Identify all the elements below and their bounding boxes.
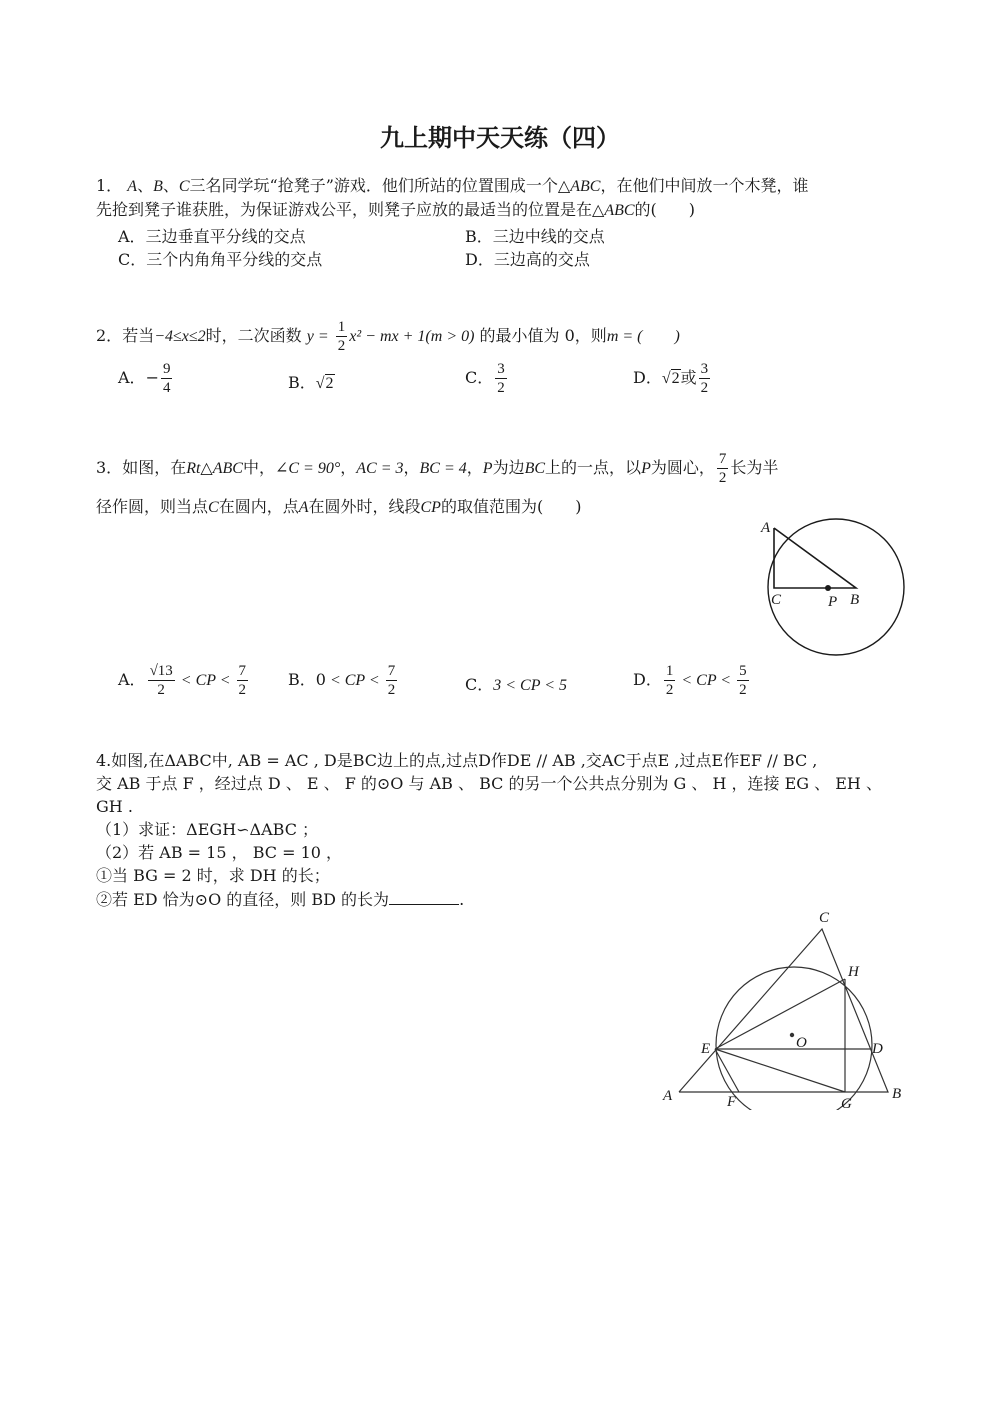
q1-line-1 xyxy=(96,175,808,198)
center-o-dot xyxy=(790,1033,794,1037)
segment-eh xyxy=(715,979,845,1049)
fraction xyxy=(664,662,676,699)
var-p: P xyxy=(482,460,493,477)
numerator: 3 xyxy=(497,361,505,377)
numerator: 5 xyxy=(739,663,747,679)
q2-text: 时，二次函数 xyxy=(205,326,302,345)
q4-sub-2b-text: ②若 ED 恰为⊙O 的直径，则 BD 的长为 xyxy=(96,890,390,909)
fraction xyxy=(386,662,398,699)
numerator: 7 xyxy=(238,663,247,679)
segment-eg xyxy=(715,1049,845,1092)
fraction-half xyxy=(336,318,348,355)
denominator: 2 xyxy=(157,682,165,698)
answer-blank[interactable] xyxy=(389,888,459,905)
label-a: A xyxy=(663,1088,673,1104)
sqrt-icon: √2 xyxy=(315,375,334,392)
q4-sub-2: （2）若 AB = 15 ， BC = 10 ， xyxy=(96,843,343,862)
separator: ， xyxy=(403,458,420,477)
q2-text: 若当 xyxy=(122,326,155,345)
radicand: 2 xyxy=(325,375,334,392)
numerator: 3 xyxy=(700,361,709,377)
option-label: D． xyxy=(633,368,662,387)
option-label: A． xyxy=(118,368,146,387)
inequality: < CP < xyxy=(176,672,235,689)
q1-option-a[interactable] xyxy=(118,224,306,247)
q2-option-d[interactable] xyxy=(633,360,712,397)
q2-expression: x² − mx + 1(m > 0) xyxy=(349,328,475,345)
q3-option-b[interactable] xyxy=(288,662,399,699)
ac-value: AC = 3 xyxy=(356,460,404,477)
var-abc: ABC xyxy=(604,202,635,219)
inequality: < CP < xyxy=(677,672,736,689)
q3-option-c[interactable] xyxy=(465,672,567,695)
var-rt: Rt xyxy=(186,460,201,477)
var-c: C xyxy=(208,499,219,516)
label-e: E xyxy=(701,1041,711,1057)
circle-o xyxy=(716,967,872,1110)
denominator: 2 xyxy=(665,682,674,698)
q3-line-2 xyxy=(96,496,581,519)
label-p: P xyxy=(828,594,838,610)
option-label: D． xyxy=(465,250,494,269)
denominator: 2 xyxy=(700,380,709,396)
separator: ， xyxy=(340,458,357,477)
q4-line-2: 交 AB 于点 F ，经过点 D 、 E 、 F 的⊙O 与 AB 、 BC 的另一个公共点分别为 G 、 H ，连接 EG 、 EH 、 xyxy=(96,774,882,793)
or-text: 或 xyxy=(680,368,697,387)
period: . xyxy=(459,890,465,909)
var-bc: BC xyxy=(524,460,546,477)
option-text: 三边中线的交点 xyxy=(492,227,605,246)
q1-text-tail: ，在他们中间放一个木凳，谁 xyxy=(600,176,809,195)
numerator: 1 xyxy=(337,319,346,335)
label-h: H xyxy=(848,964,859,980)
q1-number: 1． xyxy=(96,176,123,195)
separator: 、 xyxy=(162,176,179,195)
left-bound: 0 xyxy=(315,670,326,689)
q3-text: 长为半 xyxy=(730,458,779,477)
numerator: 7 xyxy=(387,663,396,679)
radicand: 2 xyxy=(671,370,680,387)
label-f: F xyxy=(727,1094,737,1110)
q3-text: 为圆心， xyxy=(650,458,715,477)
label-b: B xyxy=(850,592,860,608)
option-label: A． xyxy=(118,227,146,246)
q1-text: 三名同学玩“抢凳子”游戏．他们所站的位置围成一个△ xyxy=(189,176,571,195)
q3-text: 上的一点，以 xyxy=(545,458,642,477)
numerator: 1 xyxy=(665,663,674,679)
option-label: B． xyxy=(288,373,316,392)
q4-line-1: 4.如图,在ΔABC中, AB = AC , D是BC边上的点,过点D作DE // AB ,交AC于点E ,过点E作EF // BC , xyxy=(96,751,818,770)
fraction xyxy=(237,662,249,699)
var-cp: CP xyxy=(420,499,441,516)
separator: ， xyxy=(466,458,483,477)
option-text: 三边高的交点 xyxy=(493,250,590,269)
label-o: O xyxy=(796,1035,807,1051)
q3-text: 径作圆，则当点 xyxy=(96,497,209,516)
fraction xyxy=(699,360,711,397)
fraction xyxy=(148,662,175,699)
numerator: √13 xyxy=(149,663,173,679)
triangle-shape xyxy=(774,528,856,588)
option-label: A． xyxy=(118,670,146,689)
q2-option-a[interactable] xyxy=(118,360,174,397)
q2-option-b[interactable] xyxy=(288,370,335,393)
sqrt-icon: √2 xyxy=(661,370,680,387)
numerator: 9 xyxy=(162,361,171,377)
triangle-abc xyxy=(679,929,888,1092)
denominator: 2 xyxy=(238,682,247,698)
var-abc: ABC xyxy=(212,460,243,477)
point-p-dot xyxy=(825,585,831,591)
option-label: C． xyxy=(465,368,494,387)
option-label: B． xyxy=(288,670,316,689)
q3-answer-bracket: 的取值范围为( ) xyxy=(440,497,582,516)
option-text: 三边垂直平分线的交点 xyxy=(145,227,306,246)
label-d: D xyxy=(872,1041,883,1057)
var-p: P xyxy=(641,460,651,477)
denominator: 2 xyxy=(718,470,727,486)
denominator: 2 xyxy=(337,338,346,354)
q3-text: 如图，在 xyxy=(122,458,187,477)
q1-answer-bracket: 的( ) xyxy=(634,200,696,219)
var-b: B xyxy=(153,178,163,195)
q2-y: y = xyxy=(306,328,329,345)
q3-option-a[interactable] xyxy=(118,662,250,699)
option-label: B． xyxy=(465,227,493,246)
q2-range: −4≤x≤2 xyxy=(154,328,206,345)
denominator: 4 xyxy=(162,380,171,396)
separator: 、 xyxy=(137,176,154,195)
q2-option-c[interactable] xyxy=(465,360,509,397)
q4-line-3: GH . xyxy=(96,797,133,816)
q4-sub-1: （1）求证：ΔEGH∽ΔABC ； xyxy=(96,820,319,839)
var-c: C xyxy=(178,178,190,195)
q3-text: 中， xyxy=(242,458,275,477)
denominator: 2 xyxy=(739,682,747,698)
label-c: C xyxy=(771,592,782,608)
numerator: 7 xyxy=(718,451,727,467)
option-label: C． xyxy=(465,675,494,694)
label-g: G xyxy=(841,1096,852,1110)
q4-figure xyxy=(655,900,915,1110)
denominator: 2 xyxy=(497,380,505,396)
q3-figure xyxy=(750,510,920,660)
fraction xyxy=(161,360,173,397)
label-b: B xyxy=(892,1086,902,1102)
triangle-icon: △ xyxy=(200,458,213,477)
page-title: 九上期中天天练（四） xyxy=(380,124,620,152)
q3-text: 在圆内，点 xyxy=(218,497,299,516)
option-text: 三个内角角平分线的交点 xyxy=(146,250,323,269)
q2-number: 2． xyxy=(96,326,123,345)
q3-option-d[interactable] xyxy=(633,662,751,699)
q3-line-1 xyxy=(96,450,778,487)
option-label: D． xyxy=(633,670,662,689)
q4-sub-2a: ①当 BG = 2 时，求 DH 的长； xyxy=(96,866,330,885)
q1-option-b[interactable] xyxy=(465,224,605,247)
fraction xyxy=(495,360,507,397)
minus-sign: − xyxy=(145,368,159,387)
bc-value: BC = 4 xyxy=(419,460,467,477)
var-a: A xyxy=(298,499,309,516)
q2-answer-bracket: m = ( ) xyxy=(606,328,680,345)
label-a: A xyxy=(761,520,771,536)
var-abc: ABC xyxy=(570,178,601,195)
q3-text: 为边 xyxy=(492,458,525,477)
option-label: C． xyxy=(118,250,147,269)
q1-line-2 xyxy=(96,199,695,222)
fraction-radius xyxy=(717,450,729,487)
q1-text: 先抢到凳子谁获胜，为保证游戏公平，则凳子应放的最适当的位置是在△ xyxy=(96,200,605,219)
inequality: < CP < xyxy=(325,672,384,689)
q1-option-d[interactable] xyxy=(465,247,590,270)
q4-sub-2b xyxy=(96,888,464,911)
q3-number: 3． xyxy=(96,458,123,477)
var-a: A xyxy=(127,178,138,195)
angle-c: ∠C = 90° xyxy=(274,460,341,477)
denominator: 2 xyxy=(387,682,396,698)
label-c: C xyxy=(819,910,830,926)
fraction xyxy=(737,662,749,699)
q2-text: 的最小值为 0，则 xyxy=(479,326,607,345)
q2-line-1 xyxy=(96,318,680,355)
inequality: 3 < CP < 5 xyxy=(493,677,567,694)
q3-text: 在圆外时，线段 xyxy=(308,497,421,516)
q1-option-c[interactable] xyxy=(118,247,322,270)
